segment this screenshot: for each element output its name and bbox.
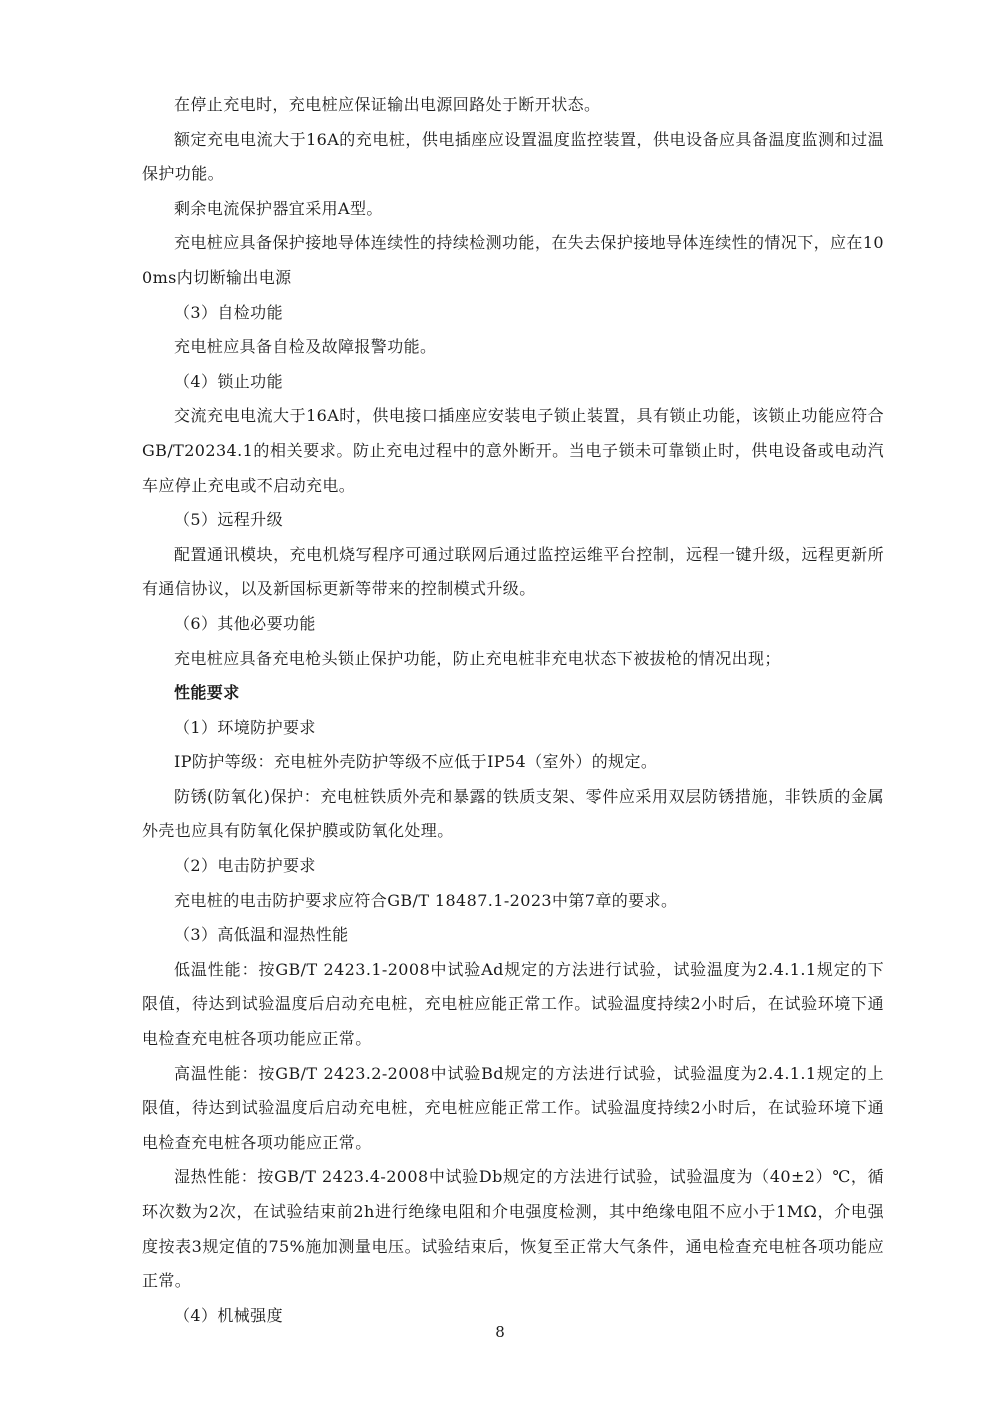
paragraph: 湿热性能：按GB/T 2423.4-2008中试验Db规定的方法进行试验，试验温度为（40±2）℃，循环次数为2次，在试验结束前2h进行绝缘电阻和介电强度检测，其中绝缘电阻不应小于1MΩ，介电强度按表3规定值的75%施加测量电压。试验结束后，恢复至正常大气条件，通电检查充电桩各项功能应正常。	[142, 1167, 884, 1291]
paragraph: 充电桩应具备充电枪头锁止保护功能，防止充电桩非充电状态下被拔枪的情况出现；	[174, 648, 781, 668]
paragraph: 剩余电流保护器宜采用A型。	[174, 198, 383, 218]
paragraph: 在停止充电时，充电桩应保证输出电源回路处于断开状态。	[174, 95, 601, 114]
section-heading: 性能要求	[174, 683, 240, 703]
document-body	[142, 88, 884, 1333]
paragraph: 防锈(防氧化)保护：充电桩铁质外壳和暴露的铁质支架、零件应采用双层防锈措施，非铁质的金属外壳也应具有防氧化保护膜或防氧化处理。	[142, 786, 884, 841]
subsection-heading: （4）机械强度	[174, 1305, 283, 1325]
subsection-heading: （2）电击防护要求	[174, 856, 316, 876]
paragraph: 低温性能：按GB/T 2423.1-2008中试验Ad规定的方法进行试验，试验温度为2.4.1.1规定的下限值，待达到试验温度后启动充电桩，充电桩应能正常工作。试验温度持续2小时后，在试验环境下通电检查充电桩各项功能应正常。	[142, 959, 884, 1049]
paragraph: 配置通讯模块，充电机烧写程序可通过联网后通过监控运维平台控制，远程一键升级，远程更新所有通信协议，以及新国标更新等带来的控制模式升级。	[142, 544, 884, 599]
paragraph: 额定充电电流大于16A的充电桩，供电插座应设置温度监控装置，供电设备应具备温度监测和过温保护功能。	[142, 129, 884, 184]
subsection-heading: （5）远程升级	[174, 510, 283, 530]
paragraph: IP防护等级：充电桩外壳防护等级不应低于IP54（室外）的规定。	[174, 752, 658, 772]
subsection-heading: （4）锁止功能	[174, 371, 283, 391]
paragraph: 充电桩应具备自检及故障报警功能。	[174, 337, 437, 357]
subsection-heading: （3）高低温和湿热性能	[174, 925, 349, 945]
paragraph: 充电桩应具备保护接地导体连续性的持续检测功能，在失去保护接地导体连续性的情况下，应在100ms内切断输出电源	[142, 233, 884, 287]
subsection-heading: （6）其他必要功能	[174, 613, 316, 633]
paragraph: 高温性能：按GB/T 2423.2-2008中试验Bd规定的方法进行试验，试验温度为2.4.1.1规定的上限值，待达到试验温度后启动充电桩，充电桩应能正常工作。试验温度持续2小时后，在试验环境下通电检查充电桩各项功能应正常。	[142, 1063, 884, 1152]
paragraph: 充电桩的电击防护要求应符合GB/T 18487.1-2023中第7章的要求。	[174, 890, 678, 910]
paragraph: 交流充电电流大于16A时，供电接口插座应安装电子锁止装置，具有锁止功能，该锁止功能应符合GB/T20234.1的相关要求。防止充电过程中的意外断开。当电子锁未可靠锁止时，供电设备或电动汽车应停止充电或不启动充电。	[142, 406, 884, 495]
page-number: 8	[495, 1323, 505, 1341]
subsection-heading: （3）自检功能	[174, 302, 283, 322]
subsection-heading: （1）环境防护要求	[174, 717, 316, 737]
